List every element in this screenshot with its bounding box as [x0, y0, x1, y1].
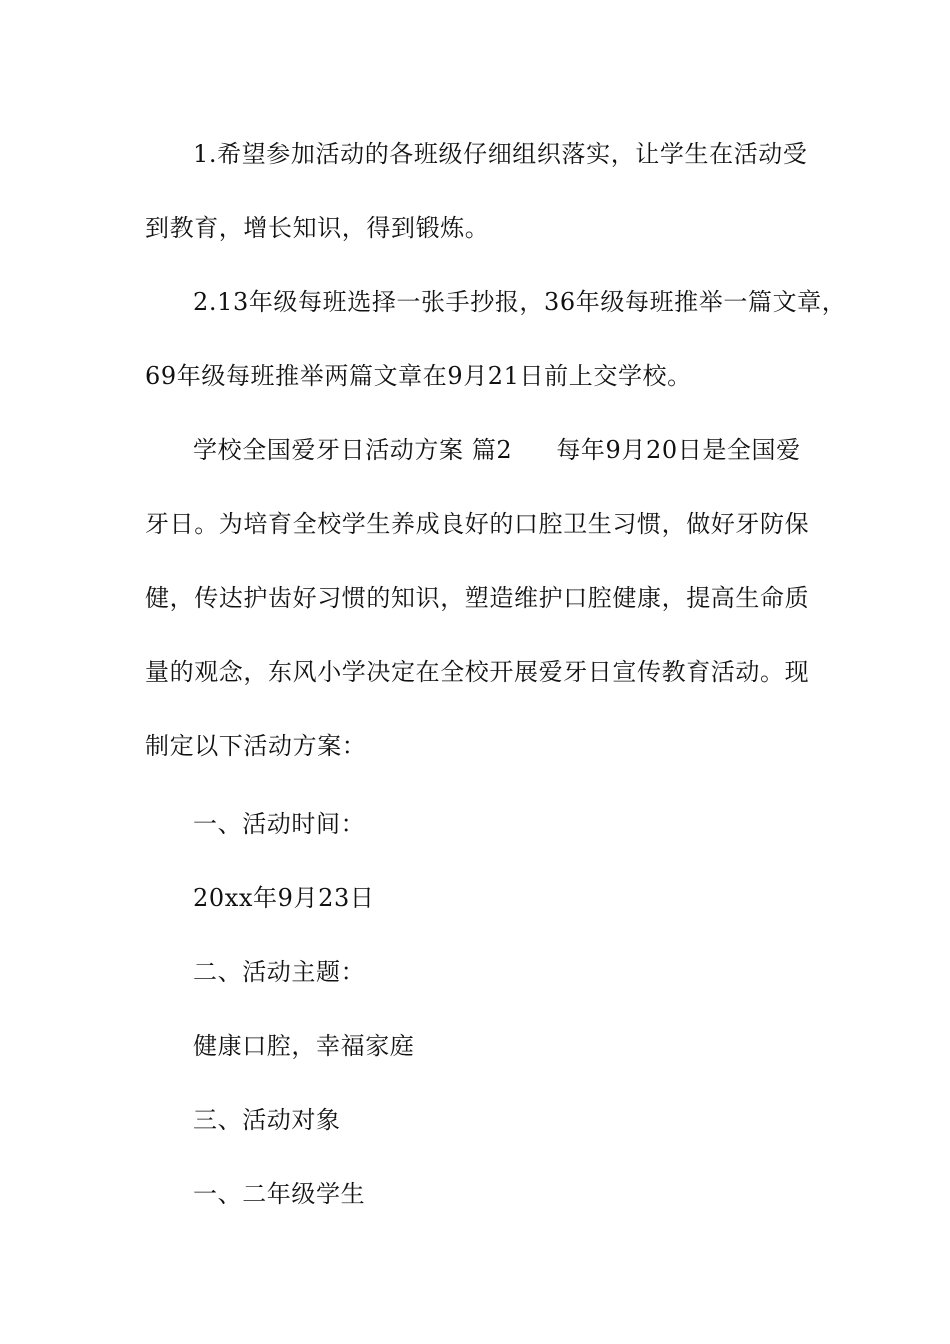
paragraph-line-6: 牙日。为培育全校学生养成良好的口腔卫生习惯，做好牙防保 — [145, 510, 810, 538]
paragraph-line-2: 到教育，增长知识，得到锻炼。 — [145, 214, 490, 242]
heading-activity-time: 一、活动时间： — [193, 810, 366, 838]
paragraph-line-7: 健，传达护齿好习惯的知识，塑造维护口腔健康，提高生命质 — [145, 584, 810, 612]
paragraph-line-1: 1.希望参加活动的各班级仔细组织落实，让学生在活动受 — [193, 140, 808, 168]
heading-activity-target: 三、活动对象 — [193, 1106, 341, 1134]
section-title: 学校全国爱牙日活动方案 篇2 — [193, 436, 513, 464]
paragraph-line-9: 制定以下活动方案： — [145, 732, 367, 760]
paragraph-line-3: 2.13年级每班选择一张手抄报，36年级每班推举一篇文章， — [193, 288, 847, 316]
section-heading-line — [193, 435, 815, 465]
paragraph-line-4: 69年级每班推举两篇文章在9月21日前上交学校。 — [145, 362, 692, 390]
heading-activity-theme: 二、活动主题： — [193, 958, 366, 986]
activity-time-value: 20xx年9月23日 — [193, 884, 375, 912]
activity-target-value: 一、二年级学生 — [193, 1180, 366, 1208]
paragraph-line-8: 量的观念，东风小学决定在全校开展爱牙日宣传教育活动。现 — [145, 658, 810, 686]
paragraph-start: 每年9月20日是全国爱 — [556, 436, 801, 464]
activity-theme-value: 健康口腔，幸福家庭 — [193, 1032, 415, 1060]
